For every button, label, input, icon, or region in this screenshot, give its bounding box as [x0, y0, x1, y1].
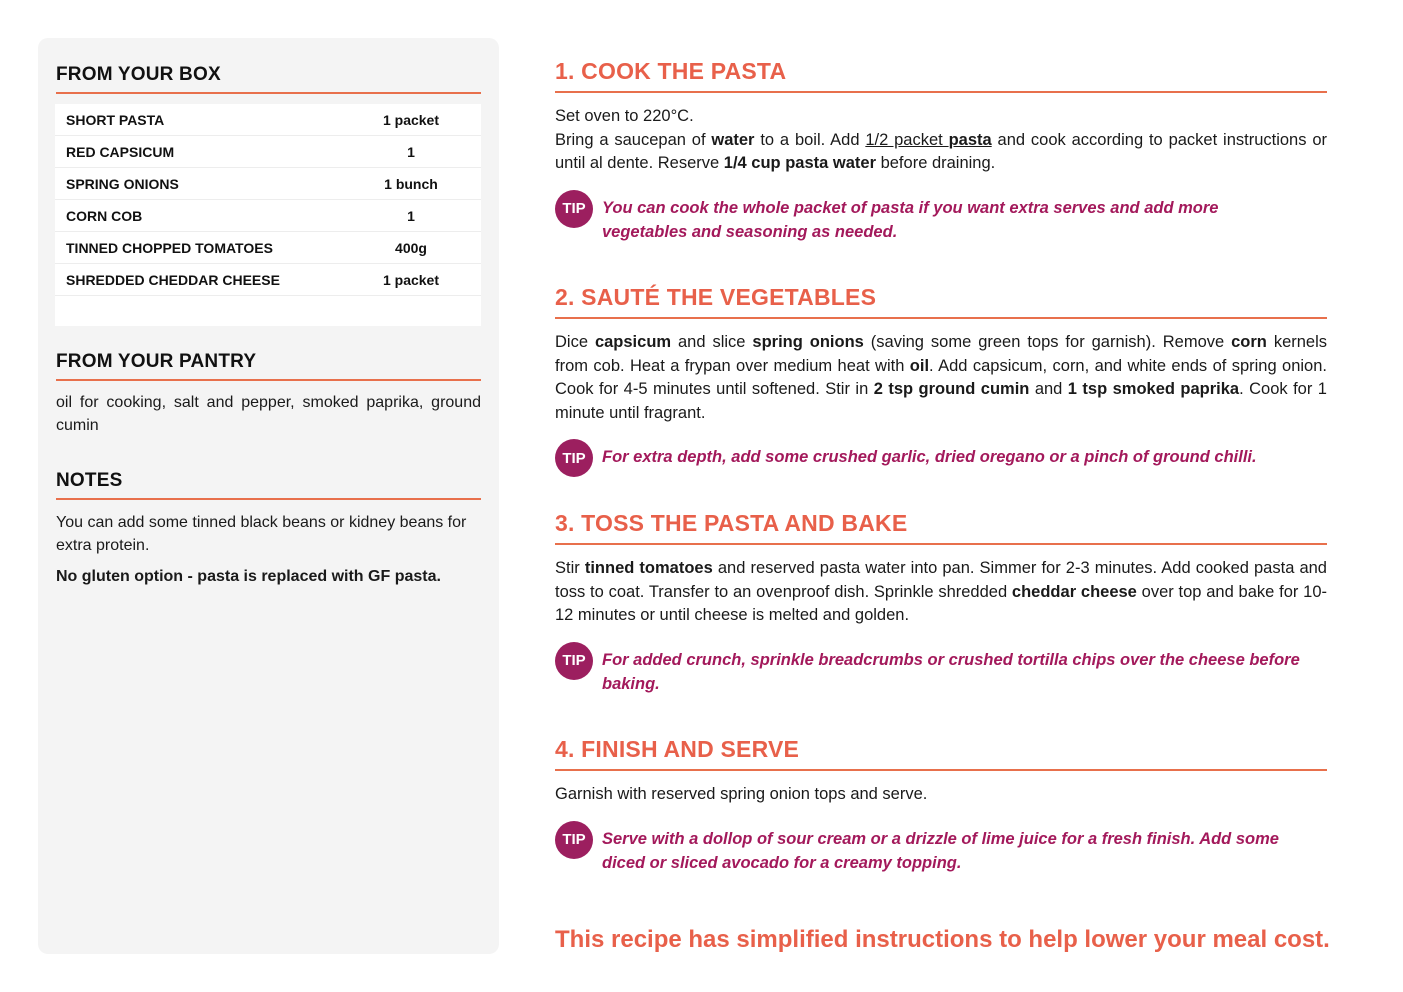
step-ingredient: corn	[1231, 333, 1267, 351]
notes-heading: NOTES	[56, 470, 481, 500]
step-instructions	[555, 105, 1327, 176]
step-quantity: 1/2 packet	[865, 130, 949, 149]
step-ingredient: cheddar cheese	[1011, 582, 1137, 601]
table-row	[55, 136, 481, 168]
step-text: before draining.	[876, 154, 996, 172]
table-row	[55, 232, 481, 264]
step-text: and	[1029, 380, 1068, 398]
from-your-pantry-heading: FROM YOUR PANTRY	[56, 351, 481, 381]
ingredient-qty: 400g	[395, 239, 427, 256]
step-text: . Cook for 1 minute until fragrant.	[555, 380, 1327, 422]
ingredient-name: SHORT PASTA	[66, 111, 165, 128]
tip-text: For added crunch, sprinkle breadcrumbs or crushed tortilla chips over the cheese before baking.	[602, 650, 1300, 693]
ingredient-name: CORN COB	[66, 207, 143, 224]
step-4	[555, 736, 1327, 875]
table-row	[55, 200, 481, 232]
step-instructions	[555, 783, 1327, 807]
step-text: over top and bake for 10-12 minutes or until cheese is melted and golden.	[555, 582, 1328, 624]
step-ingredient: 2 tsp ground cumin	[873, 380, 1030, 398]
ingredient-name: SPRING ONIONS	[66, 175, 179, 192]
step-ingredient: water	[711, 130, 755, 149]
step-title: 2. SAUTÉ THE VEGETABLES	[555, 284, 1327, 319]
step-3	[555, 510, 1327, 696]
ingredient-name: RED CAPSICUM	[66, 143, 175, 160]
step-ingredient: capsicum	[594, 333, 672, 351]
step-text: (saving some green tops for garnish). Remove	[863, 333, 1232, 351]
step-text: Stir	[555, 559, 585, 577]
tip-badge: TIP	[555, 439, 593, 477]
step-ingredient: 1 tsp smoked paprika	[1067, 380, 1240, 398]
step-text: to a boil. Add	[754, 130, 866, 149]
ingredient-qty: 1 bunch	[384, 175, 438, 192]
tip-badge: TIP	[555, 190, 593, 228]
step-title: 4. FINISH AND SERVE	[555, 736, 1327, 771]
step-paragraph	[555, 129, 1327, 176]
notes-text: You can add some tinned black beans or kidney beans for extra protein.	[56, 514, 467, 554]
tip-callout	[555, 439, 1327, 477]
step-text: kernels from cob. Heat a frypan over medium heat with	[555, 333, 1328, 375]
step-text: Bring a saucepan of	[555, 130, 712, 149]
step-1	[555, 58, 1327, 244]
pantry-list: oil for cooking, salt and pepper, smoked paprika, ground cumin	[56, 394, 481, 434]
step-ingredient: spring onions	[752, 333, 864, 351]
step-title: 1. COOK THE PASTA	[555, 58, 1327, 93]
step-instructions	[555, 557, 1327, 628]
step-text: . Add capsicum, corn, and white ends of spring onion. Cook for 4-5 minutes until softened. Stir in	[555, 356, 1327, 398]
tip-callout	[555, 190, 1327, 244]
tip-text: You can cook the whole packet of pasta if you want extra serves and add more vegetables and seasoning as needed.	[602, 198, 1219, 241]
from-your-box-heading: FROM YOUR BOX	[56, 64, 481, 94]
tip-text: For extra depth, add some crushed garlic, dried oregano or a pinch of ground chilli.	[602, 448, 1257, 466]
step-title: 3. TOSS THE PASTA AND BAKE	[555, 510, 1327, 545]
notes-body	[56, 511, 481, 588]
tip-badge: TIP	[555, 821, 593, 859]
table-row	[55, 104, 481, 136]
tip-callout	[555, 821, 1327, 875]
step-text: and slice	[671, 333, 753, 351]
ingredients-panel	[38, 38, 499, 954]
ingredient-qty: 1	[407, 143, 415, 160]
step-ingredient: pasta	[948, 130, 992, 149]
table-row	[55, 264, 481, 296]
box-ingredients-table	[55, 104, 481, 326]
ingredient-name: TINNED CHOPPED TOMATOES	[66, 239, 273, 256]
step-ingredient: 1/4 cup pasta water	[723, 154, 876, 172]
ingredient-qty: 1	[407, 207, 415, 224]
ingredient-qty: 1 packet	[382, 271, 440, 288]
notes-gluten-option: No gluten option - pasta is replaced with GF pasta.	[56, 568, 441, 585]
step-text: and cook according to packet instructions or until al dente. Reserve	[555, 130, 1327, 172]
step-text: Garnish with reserved spring onion tops and serve.	[555, 785, 928, 803]
step-text: and reserved pasta water into pan. Simmer for 2-3 minutes. Add cooked pasta and toss to coat. Transfer to an ovenproof dish. Sprinkle shredded	[555, 559, 1327, 601]
step-instructions	[555, 331, 1327, 425]
step-line: Set oven to 220°C.	[555, 107, 694, 125]
simplified-instructions-note: This recipe has simplified instructions to help lower your meal cost.	[555, 926, 1330, 953]
step-ingredient: tinned tomatoes	[584, 559, 713, 577]
ingredient-name: SHREDDED CHEDDAR CHEESE	[66, 271, 280, 288]
step-ingredient: oil	[909, 356, 930, 375]
step-text: Dice	[555, 333, 595, 351]
tip-badge: TIP	[555, 642, 593, 680]
tip-text: Serve with a dollop of sour cream or a drizzle of lime juice for a fresh finish. Add some diced or sliced avocado for a creamy topping.	[602, 829, 1279, 872]
table-row	[55, 168, 481, 200]
ingredient-qty: 1 packet	[382, 111, 440, 128]
tip-callout	[555, 642, 1327, 696]
step-2	[555, 284, 1327, 477]
